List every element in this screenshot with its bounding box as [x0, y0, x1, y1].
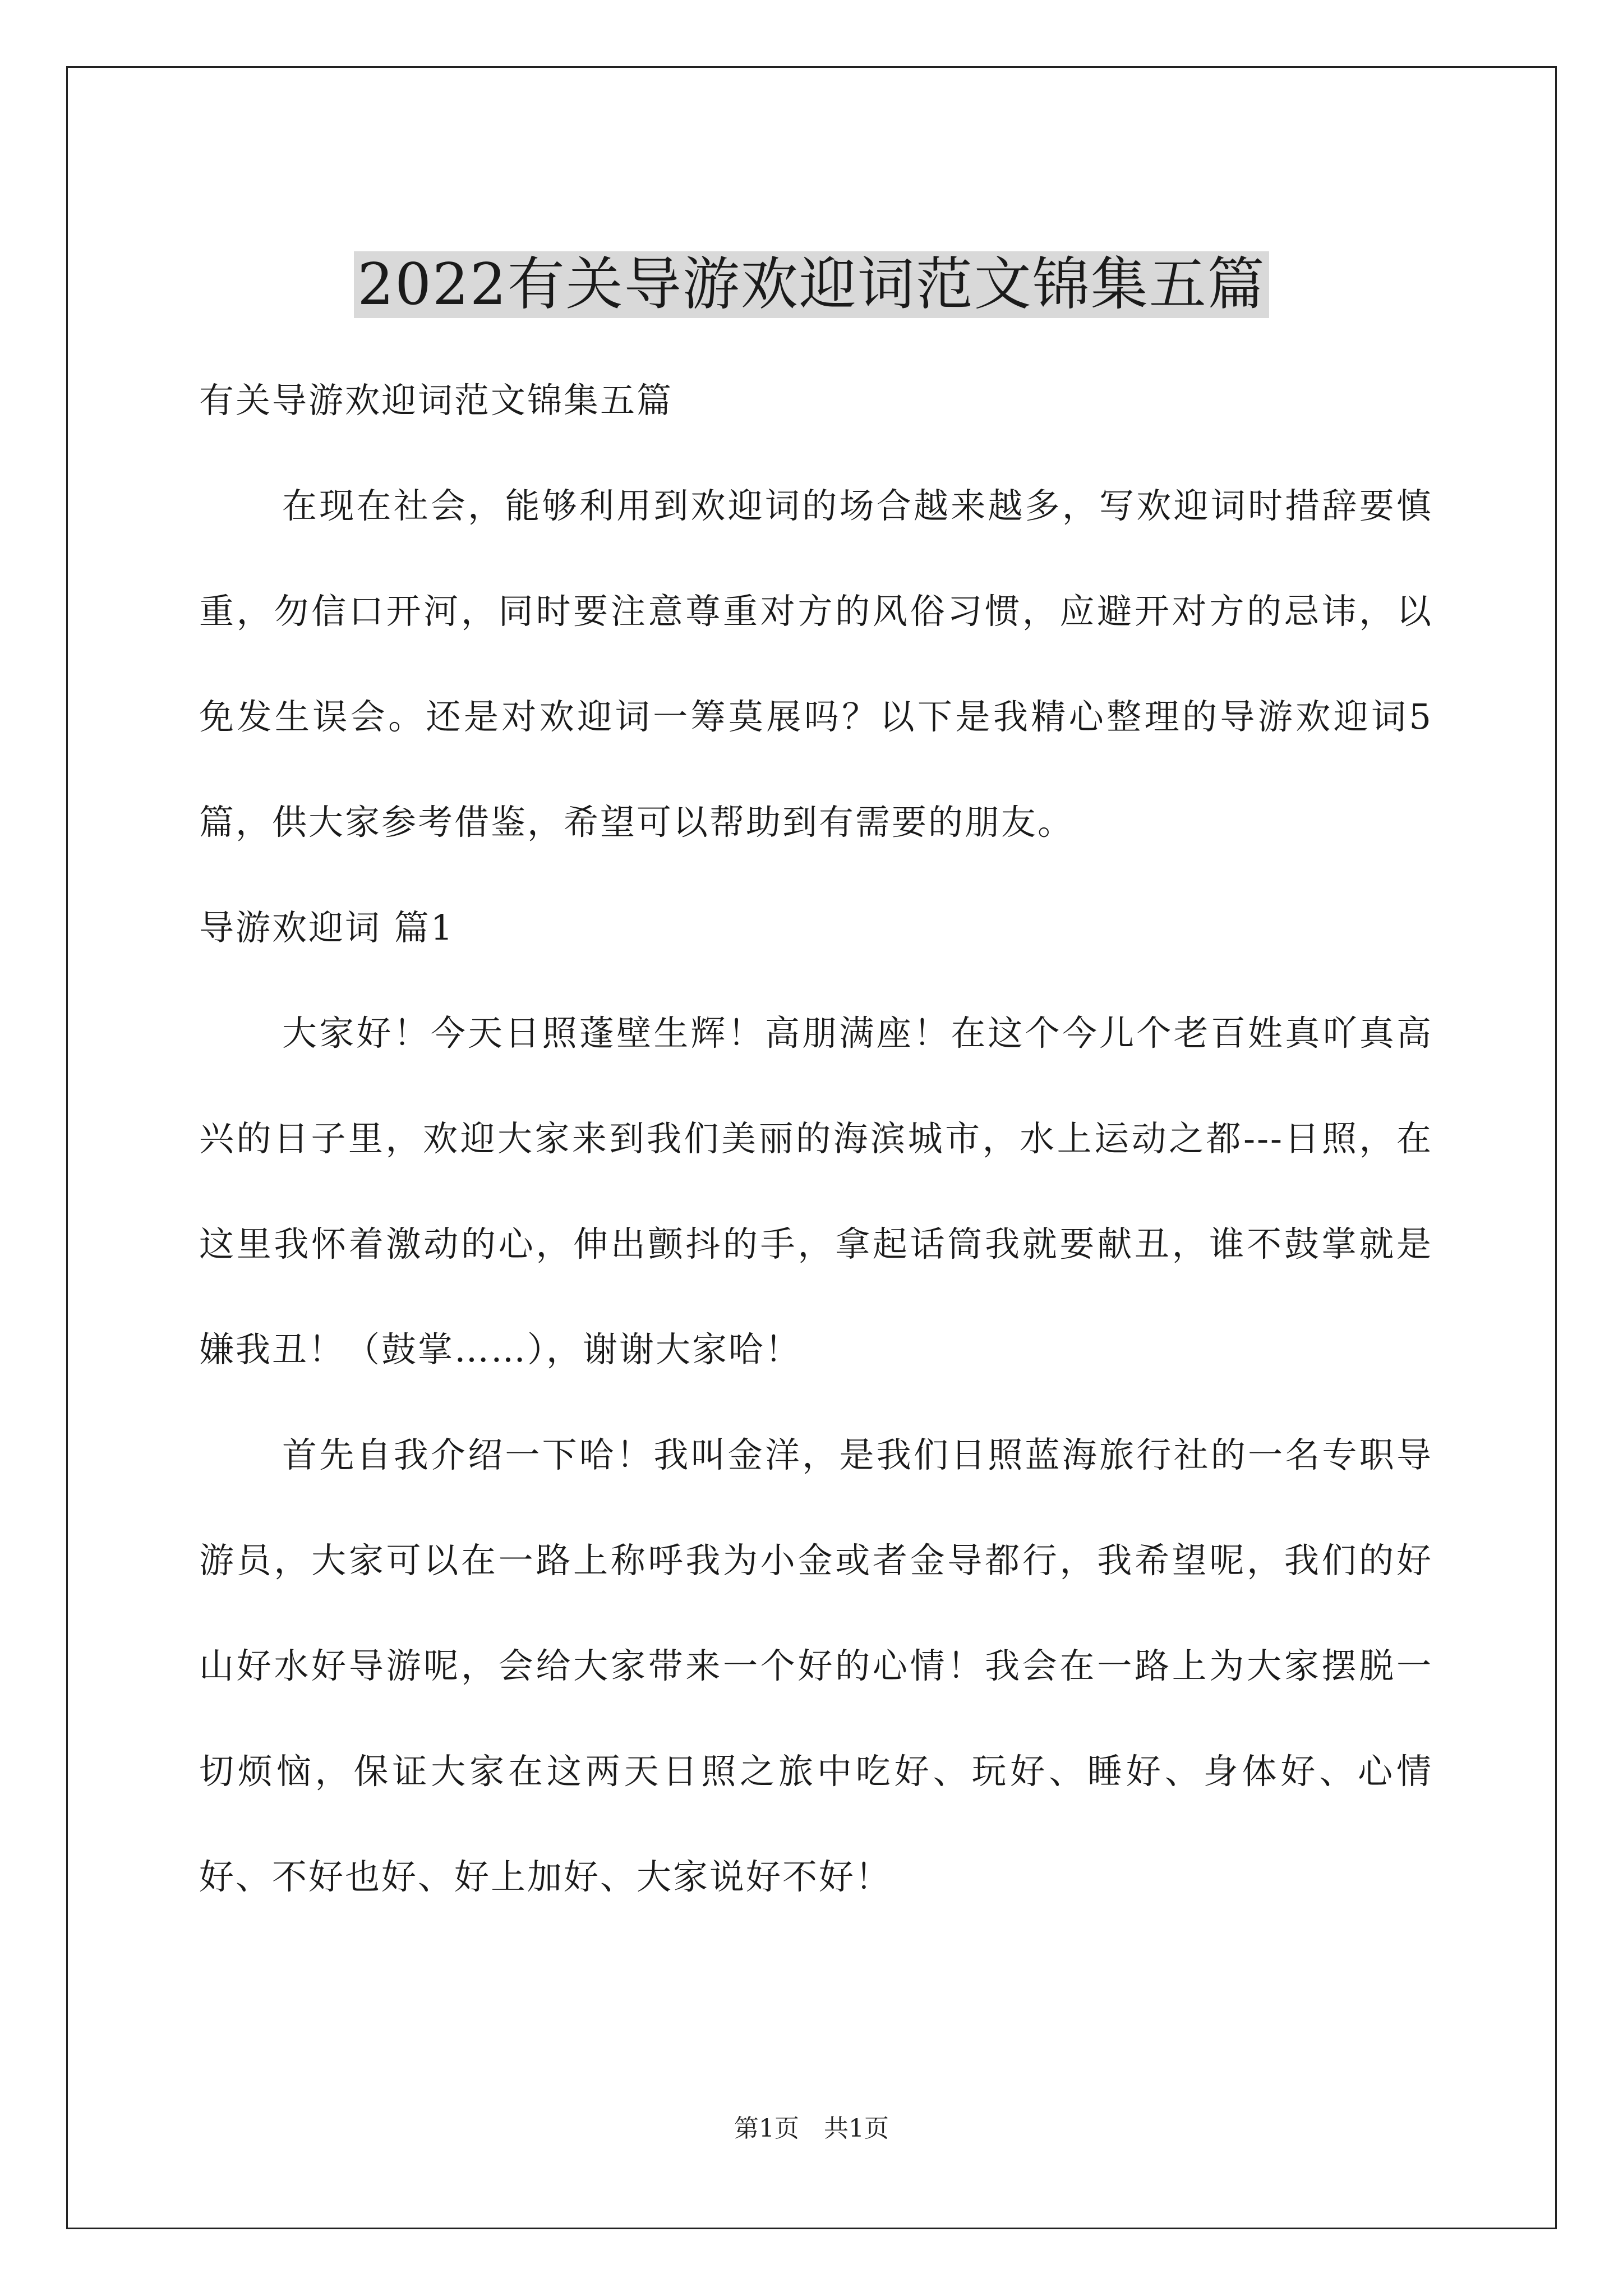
page-footer: 第1页 共1页: [734, 2114, 889, 2143]
body-paragraph: 大家好！今天日照蓬壁生辉！高朋满座！在这个今儿个老百姓真吖真高兴的日子里，欢迎大家来到我们美丽的海滨城市，水上运动之都---日照，在这里我怀着激动的心，伸出颤抖的手，拿起话筒我就要献丑，谁不鼓掌就是嫌我丑！（鼓掌……），谢谢大家哈！: [199, 1013, 1433, 1370]
body-paragraph: 首先自我介绍一下哈！我叫金洋，是我们日照蓝海旅行社的一名专职导游员，大家可以在一路上称呼我为小金或者金导都行，我希望呢，我们的好山好水好导游呢，会给大家带来一个好的心情！我会在一路上为大家摆脱一切烦恼，保证大家在这两天日照之旅中吃好、玩好、睡好、身体好、心情好、不好也好、好上加好、大家说好不好！: [199, 1434, 1433, 1897]
document-body: [199, 348, 1433, 1930]
document-title-text: 2022有关导游欢迎词范文锦集五篇: [354, 251, 1269, 318]
intro-paragraph: 在现在社会，能够利用到欢迎词的场合越来越多，写欢迎词时措辞要慎重，勿信口开河，同时要注意尊重对方的风俗习惯，应避开对方的忌讳，以免发生误会。还是对欢迎词一筹莫展吗？以下是我精心整理的导游欢迎词5篇，供大家参考借鉴，希望可以帮助到有需要的朋友。: [199, 485, 1433, 843]
document-title: [0, 246, 1623, 324]
document-subtitle: 有关导游欢迎词范文锦集五篇: [199, 380, 674, 421]
section-heading: 导游欢迎词 篇1: [199, 907, 455, 948]
